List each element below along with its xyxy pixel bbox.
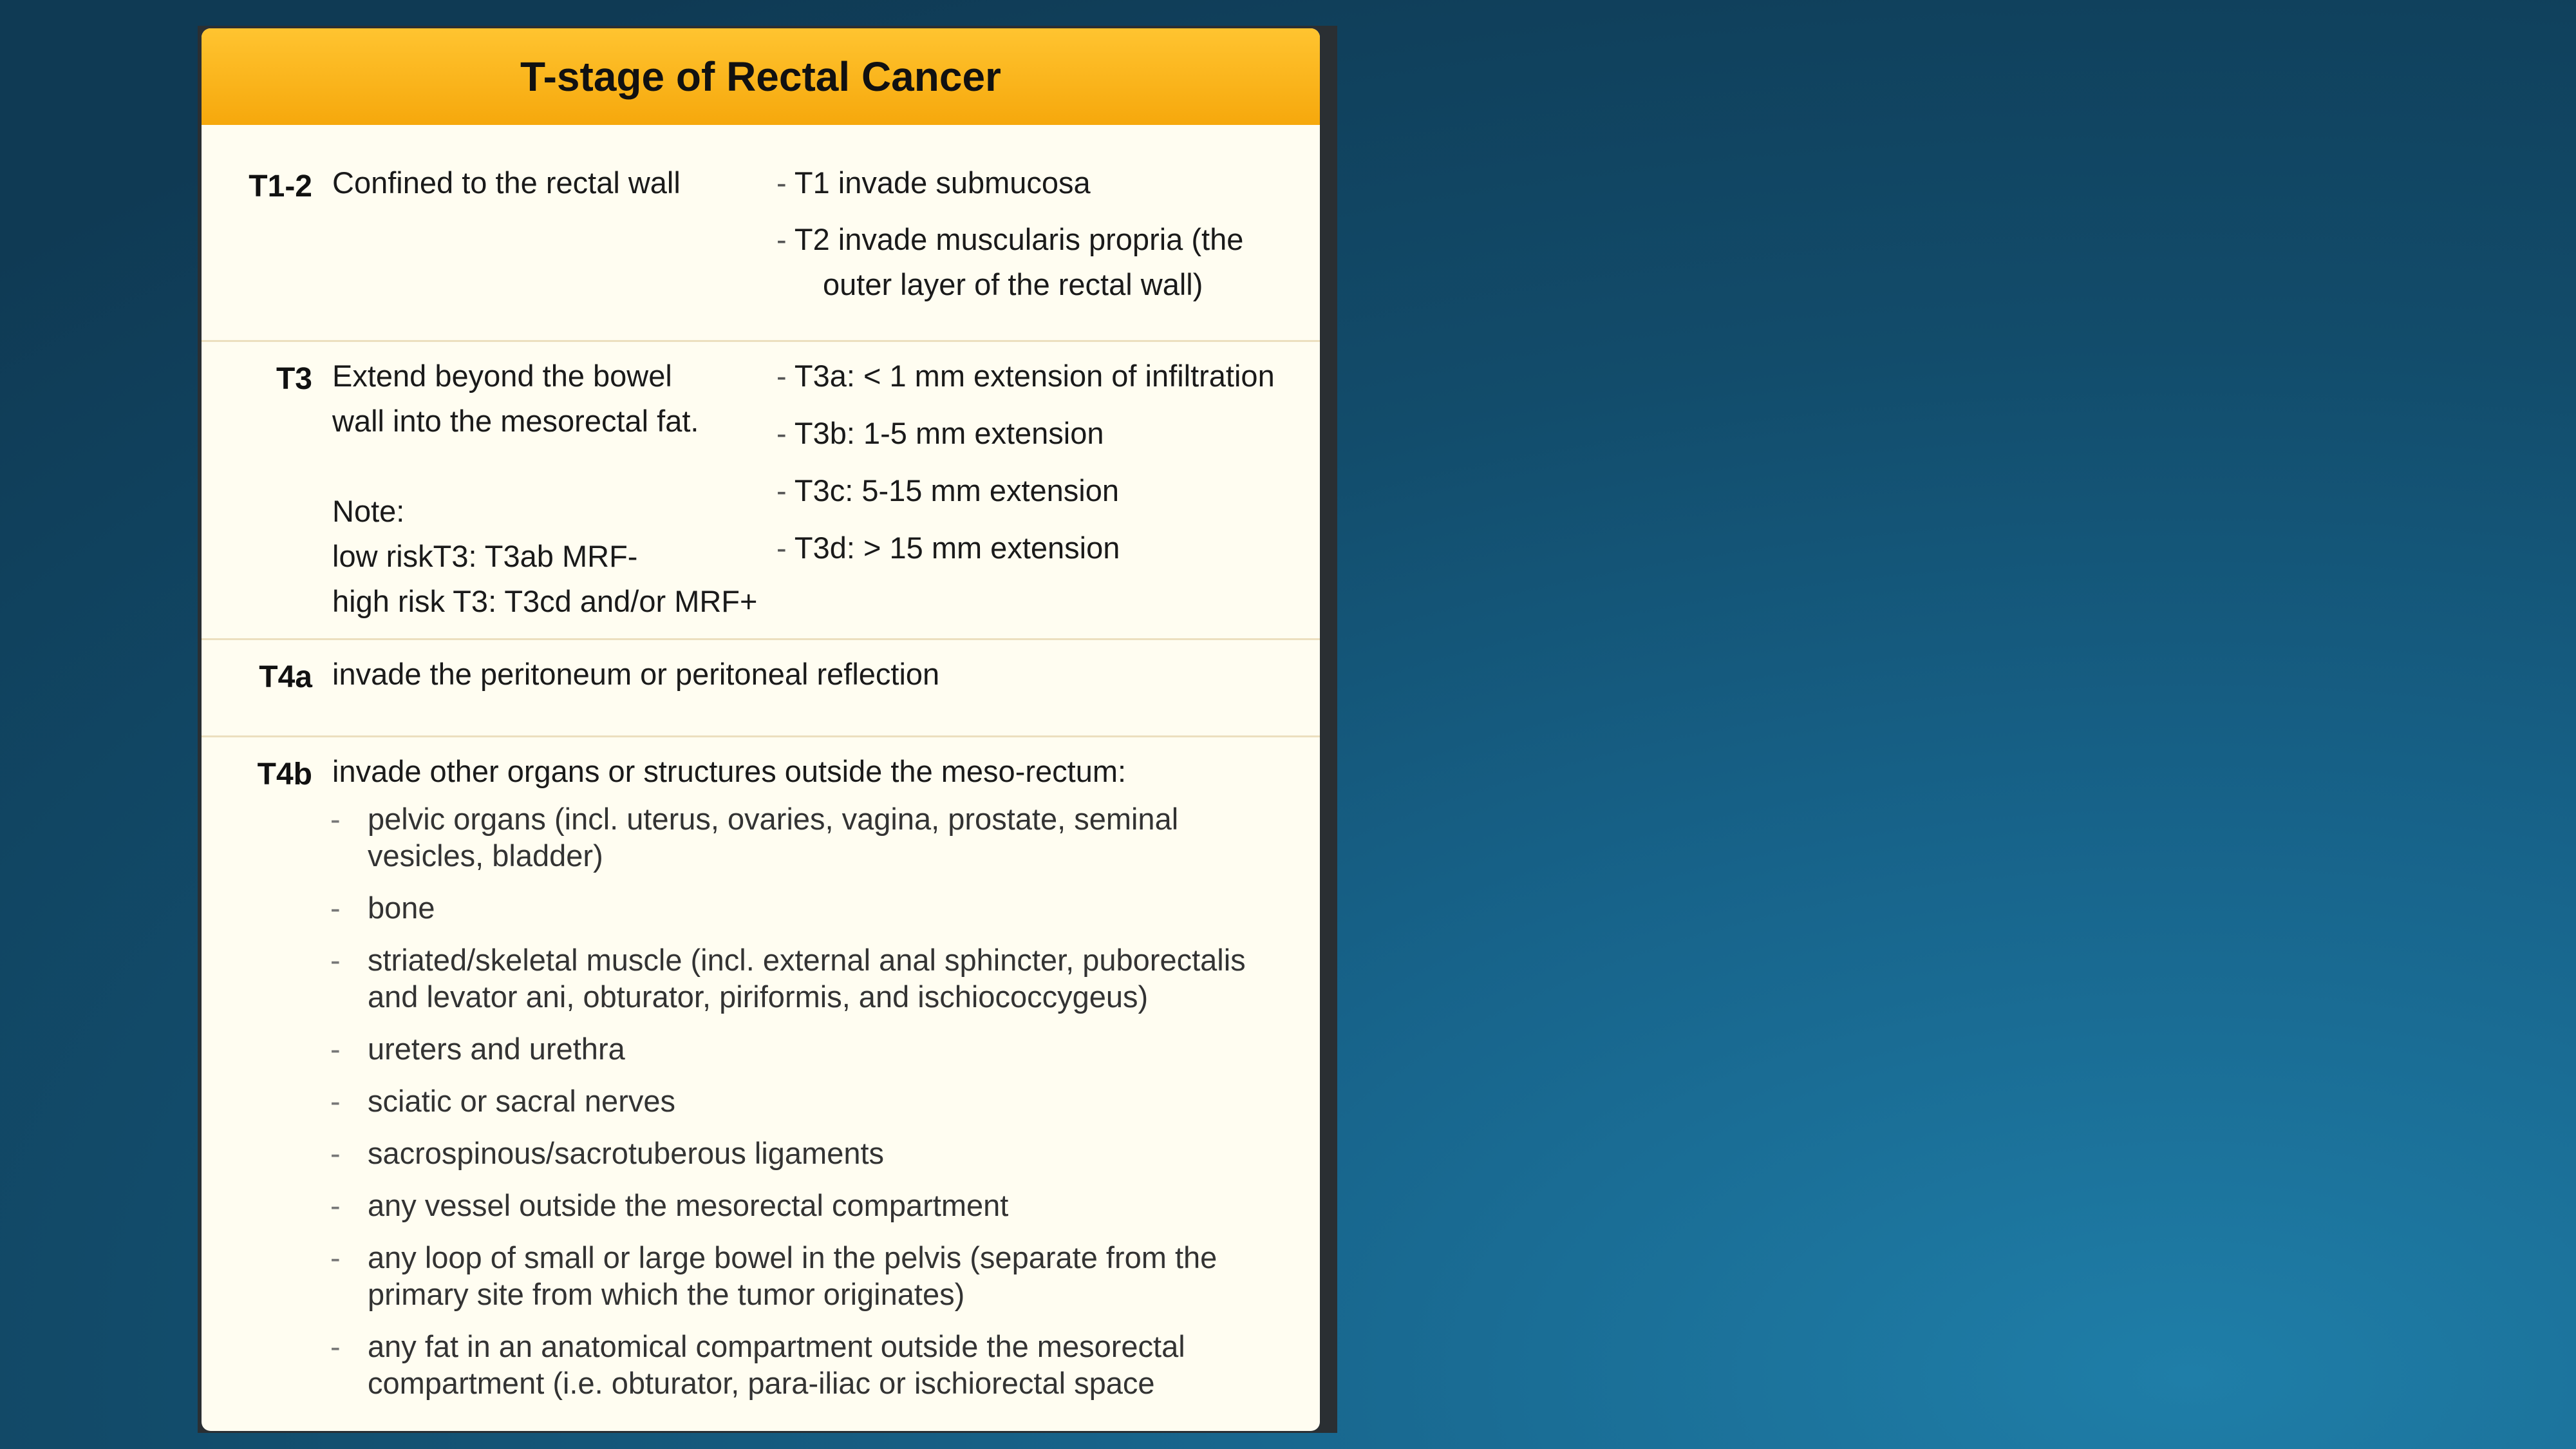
sub-item-continuation: outer layer of the rectal wall) (823, 267, 1203, 301)
t-stage-card (202, 28, 1320, 1431)
list-item (330, 1083, 1296, 1119)
row-t3 (202, 342, 1320, 640)
sub-item (776, 411, 1104, 456)
row-t1-2 (202, 125, 1320, 342)
card-header (202, 28, 1320, 125)
sub-item-text: T1 invade submucosa (794, 166, 1091, 200)
sub-item (776, 354, 1275, 399)
sub-item (776, 526, 1120, 571)
note-line: low riskT3: T3ab MRF- (332, 539, 638, 573)
list-item (330, 942, 1296, 1015)
stage-label: T4a (259, 660, 312, 694)
sub-item-text: T2 invade muscularis propria (the (794, 222, 1244, 256)
list-item (330, 1030, 1296, 1067)
sub-item-text: T3c: 5-15 mm extension (794, 473, 1120, 507)
dash-glyph: - (776, 166, 787, 200)
stage-description: invade other organs or structures outside the meso-rectum: (332, 754, 1127, 788)
list-item-text: bone (368, 891, 435, 925)
note-line: high risk T3: T3cd and/or MRF+ (332, 584, 758, 618)
dash-glyph: - (330, 1136, 341, 1170)
row-t4a (202, 640, 1320, 737)
dash-glyph: - (330, 891, 341, 925)
dash-glyph: - (330, 1188, 341, 1222)
list-item-text: any loop of small or large bowel in the pelvis (separate from the primary site from which the tumor originates) (368, 1240, 1217, 1311)
sub-item-text: T3a: < 1 mm extension of infiltration (794, 359, 1275, 393)
sub-item-text: T3d: > 15 mm extension (794, 531, 1120, 565)
stage-description: invade the peritoneum or peritoneal reflection (332, 657, 940, 691)
dash-glyph: - (330, 802, 341, 836)
dash-glyph: - (776, 473, 787, 507)
risk-note (332, 489, 757, 624)
list-item (330, 800, 1296, 874)
dash-glyph: - (776, 222, 787, 256)
dash-glyph: - (776, 416, 787, 450)
stage-description: Confined to the rectal wall (332, 166, 681, 200)
list-item-text: striated/skeletal muscle (incl. external anal sphincter, puborectalis and levator ani, obturator, piriformis, and ischiococcygeus) (368, 943, 1246, 1014)
stage-label: T1-2 (249, 169, 312, 204)
dash-glyph: - (330, 1240, 341, 1274)
t4b-structure-list (330, 800, 1296, 1417)
card-title: T-stage of Rectal Cancer (520, 53, 1001, 100)
list-item-text: sacrospinous/sacrotuberous ligaments (368, 1136, 885, 1170)
sub-item (776, 468, 1119, 513)
dash-glyph: - (330, 1032, 341, 1066)
list-item-text: any vessel outside the mesorectal compartment (368, 1188, 1009, 1222)
dash-glyph: - (330, 1329, 341, 1363)
list-item (330, 1239, 1296, 1312)
stage-label: T4b (257, 757, 312, 791)
list-item (330, 1135, 1296, 1171)
list-item (330, 1328, 1296, 1401)
sub-item-text: T3b: 1-5 mm extension (794, 416, 1104, 450)
dash-glyph: - (776, 531, 787, 565)
sub-item (776, 160, 1091, 205)
description-line: Extend beyond the bowel (332, 359, 672, 393)
list-item (330, 1187, 1296, 1224)
note-label: Note: (332, 494, 405, 528)
stage-description (332, 354, 699, 444)
dash-glyph: - (330, 943, 341, 977)
dash-glyph: - (330, 1084, 341, 1118)
list-item-text: sciatic or sacral nerves (368, 1084, 675, 1118)
sub-item (776, 217, 1243, 307)
list-item-text: any fat in an anatomical compartment outside the mesorectal compartment (i.e. obturator, para-iliac or ischiorectal space (368, 1329, 1185, 1400)
dash-glyph: - (776, 359, 787, 393)
description-line: wall into the mesorectal fat. (332, 404, 699, 438)
list-item (330, 889, 1296, 926)
list-item-text: ureters and urethra (368, 1032, 625, 1066)
stage-label: T3 (276, 362, 312, 396)
row-t4b (202, 737, 1320, 1431)
list-item-text: pelvic organs (incl. uterus, ovaries, vagina, prostate, seminal vesicles, bladder) (368, 802, 1179, 873)
